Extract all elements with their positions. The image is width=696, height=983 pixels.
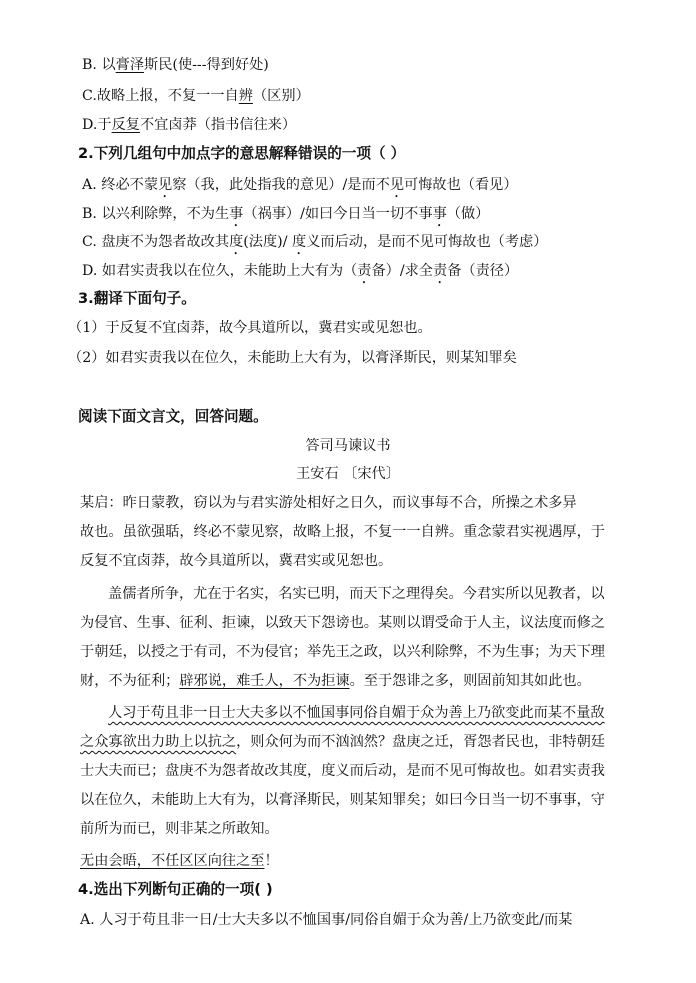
q2-title: 2.下列几组句中加点字的意思解释错误的一项（ ）: [78, 145, 406, 162]
passage-p2-line-2: 为侵官、生事、征利、拒谏，以致天下怨谤也。某则以谓受命于人主，议法度而修之: [80, 615, 605, 631]
q1-option-c-text-2: （区别）: [252, 88, 310, 104]
passage-p3-line-5: 前所为而已，则非某之所敢知。: [80, 821, 279, 837]
q3-sentence-1: （1）于反复不宜卤莽，故今具道所以，冀君实或见恕也。: [68, 320, 432, 336]
q4-option-a: A. 人习于苟且非一日/士大夫多以不恤国事/同俗自媚于众为善/上乃欲变此/而某: [80, 912, 573, 928]
q4-title: 4.选出下列断句正确的一项( ): [78, 881, 273, 898]
passage-author: 王安石 〔宋代〕: [296, 466, 400, 482]
passage-closing: [80, 851, 279, 871]
passage-p3-line-4: 以在位久，未能助上大有为，以膏泽斯民，则某知罪矣；如曰今日当一切不事事，守: [80, 792, 605, 808]
passage-title: 答司马谏议书: [305, 438, 391, 454]
q1-option-c: [82, 86, 310, 106]
q2-a-text-3: 可悔故也（看见）: [404, 177, 518, 193]
passage-p3-line-2-text: ，则众何为而不汹汹然？盘庚之迁，胥怨者民也，非特朝廷: [236, 734, 605, 750]
q2-option-b: [82, 204, 489, 230]
passage-p2-underlined: 辟邪说，难壬人，不为拒谏: [179, 673, 350, 689]
q1-option-d-text-2: 不宜卤莽（指书信往来）: [139, 117, 297, 133]
q1-option-c-text: C.故略上报，不复一一自: [82, 88, 239, 104]
q1-option-d-text: D.于: [82, 117, 112, 133]
q3-sentence-2: （2）如君实责我以在位久，未能助上大有为，以膏泽斯民，则某知罪矣: [68, 350, 517, 366]
q2-d-dotted-2: 责: [433, 263, 448, 279]
passage-p2-line-4-text: 财，不为征利；: [80, 673, 180, 689]
passage-p3-line-1: [108, 703, 605, 723]
q2-d-dotted-1: 责: [357, 263, 372, 279]
passage-p2-line-4: [80, 671, 591, 691]
q1-option-b-underlined: 膏泽: [115, 57, 145, 73]
q2-option-d: [82, 261, 518, 287]
q2-b-dotted-1: 事: [229, 206, 244, 222]
q2-d-text-3: 备（责径）: [447, 263, 519, 279]
q2-a-dotted-1: 见: [158, 177, 173, 193]
q1-option-c-underlined: 辨: [238, 88, 253, 104]
q1-option-b: [82, 55, 269, 75]
passage-closing-underlined: 无由会晤，不任区区向往之至: [80, 853, 265, 869]
q2-b-dotted-2: 事: [432, 206, 447, 222]
q2-option-a: [82, 175, 518, 201]
q2-d-text: D. 如君实责我以在位久，未能助上大有为（: [82, 263, 358, 279]
q2-c-dotted-2: 度: [292, 234, 307, 250]
q2-c-dotted-1: 度: [229, 234, 244, 250]
q2-a-text: A. 终必不蒙: [82, 177, 159, 193]
q2-d-text-2: 备）/求全: [371, 263, 433, 279]
reading-instruction: 阅读下面文言文，回答问题。: [78, 408, 268, 425]
passage-p1-line-1: 某启：昨日蒙教，窃以为与君实游处相好之日久，而议事每不合，所操之术多异: [80, 495, 577, 511]
q1-option-b-text: B. 以: [82, 57, 116, 73]
q2-c-text-2: (法度)/: [243, 234, 293, 250]
q2-a-text-2: 察（我，此处指我的意见）/是而不: [172, 177, 390, 193]
passage-p3-wavy-1: 人习于苟且非一日士大夫多以不恤国事同俗自媚于众为善上乃欲变此而某不量敌: [108, 705, 605, 721]
q2-a-dotted-2: 见: [389, 177, 405, 193]
passage-p2-line-3: 于朝廷，以授之于有司，不为侵官；举先王之政，以兴利除弊，不为生事；为天下理: [80, 644, 605, 660]
q3-title: 3.翻译下面句子。: [78, 290, 196, 307]
q2-b-text-2: （祸事）/如曰今日当一切不事: [243, 206, 433, 222]
passage-p1-line-2: 故也。虽欲强聒，终必不蒙见察，故略上报，不复一一自辨。重念蒙君实视遇厚，于: [80, 524, 605, 540]
q1-option-d: [82, 115, 296, 135]
passage-p2-line-1: 盖儒者所争，尤在于名实，名实已明，而天下之理得矣。今君实所以见教者，以: [108, 586, 605, 602]
passage-p3-wavy-2: 之众寡欲出力助上以抗之: [80, 734, 237, 750]
passage-p3-line-3: 士大夫而已；盘庚不为怨者故改其度，度义而后动，是而不见可悔故也。如君实责我: [80, 763, 605, 779]
q2-option-c: [82, 232, 547, 258]
q2-c-text-3: 义而后动，是而不见可悔故也（考虑）: [306, 234, 548, 250]
passage-p2-line-4-text-2: 。至于怨诽之多，则固前知其如此也。: [349, 673, 591, 689]
q2-c-text: C. 盘庚不为怨者故改其: [82, 234, 230, 250]
q2-b-text-3: （做）: [446, 206, 490, 222]
q1-option-d-underlined: 反复: [111, 117, 140, 133]
passage-closing-text: ！: [264, 853, 279, 869]
passage-p1-line-3: 反复不宜卤莽，故今具道所以，冀君实或见恕也。: [80, 553, 393, 569]
q1-option-b-text-2: 斯民(使---得到好处): [144, 57, 269, 73]
passage-p3-line-2: [80, 732, 605, 752]
q2-b-text: B. 以兴利除弊，不为生: [82, 206, 230, 222]
